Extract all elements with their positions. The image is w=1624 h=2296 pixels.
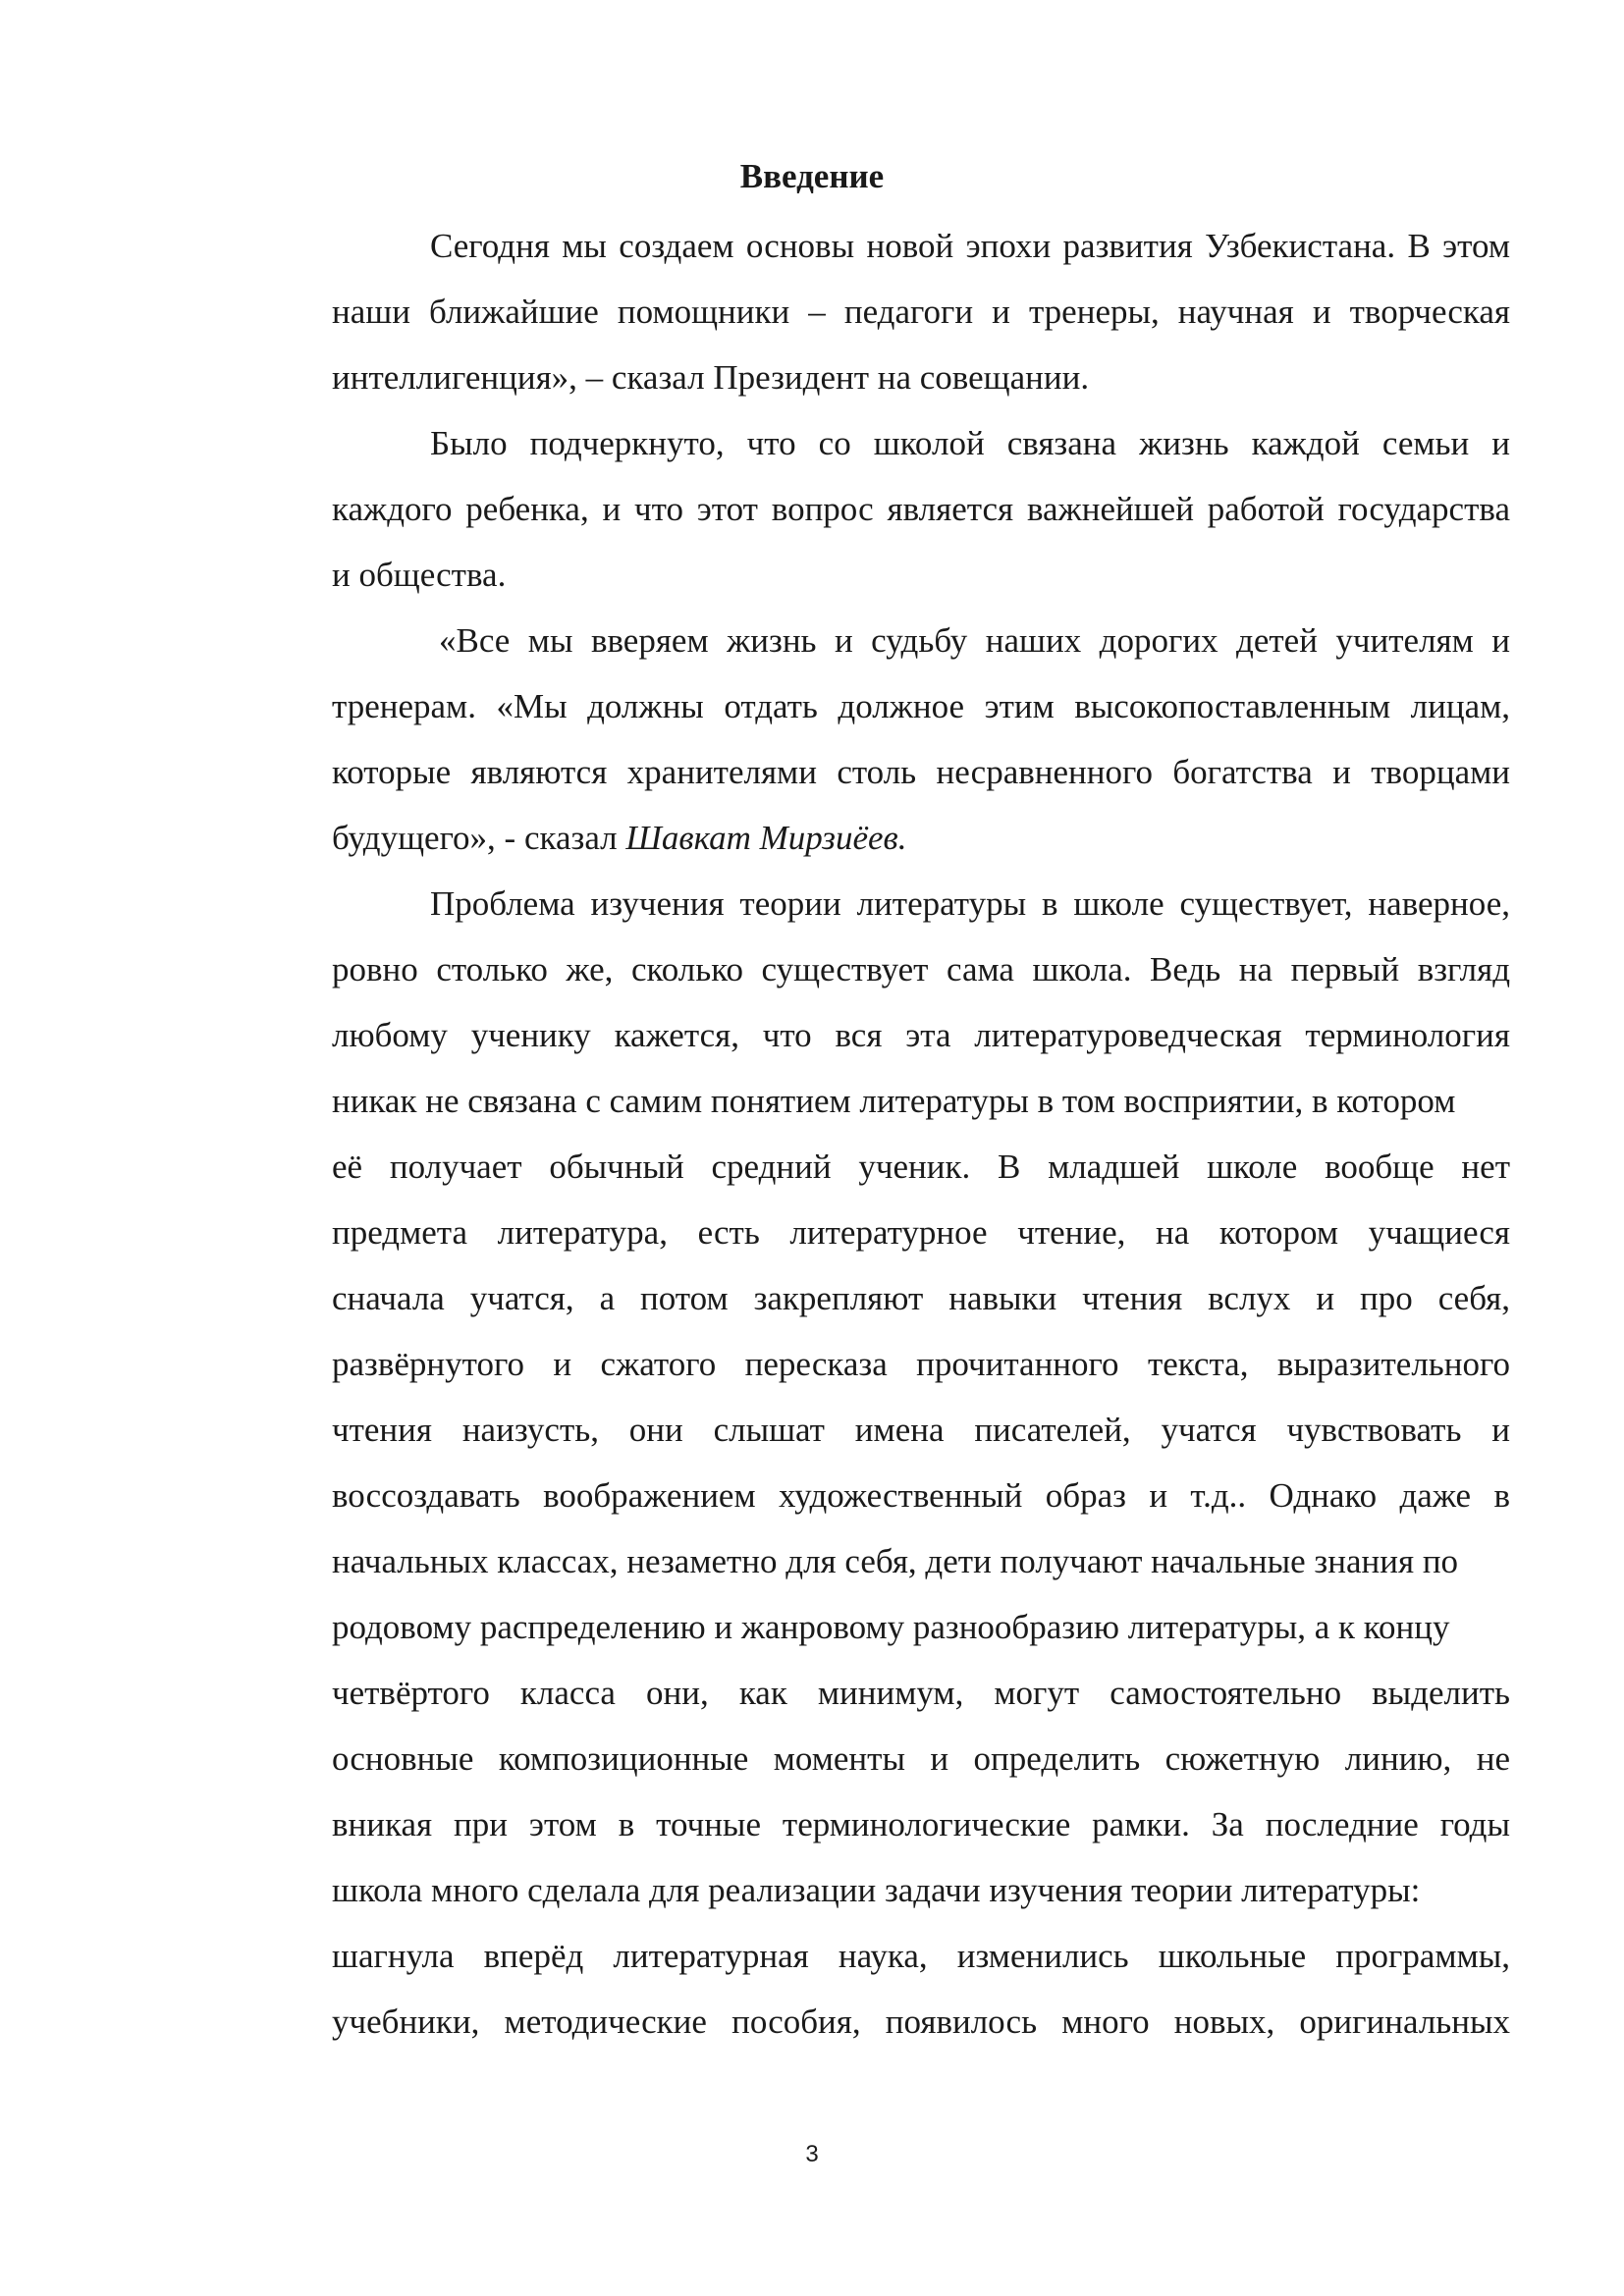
text-line: ровно столько же, сколько существует сама школа. Ведь на первый взгляд	[332, 950, 1510, 988]
text-line-with-author	[234, 805, 1510, 871]
text-line: Сегодня мы создаем основы новой эпохи развития Узбекистана. В этом	[430, 227, 1510, 265]
text-line: начальных классах, незаметно для себя, дети получают начальные знания по	[332, 1542, 1459, 1580]
text-line: которые являются хранителями столь несравненного богатства и творцами	[332, 753, 1510, 791]
text-line: вникая при этом в точные терминологические рамки. За последние годы	[332, 1805, 1510, 1843]
text-line: родовому распределению и жанровому разнообразию литературы, а к концу	[332, 1608, 1450, 1646]
text-line: каждого ребенка, и что этот вопрос является важнейшей работой государства	[332, 490, 1510, 528]
text-line: никак не связана с самим понятием литературы в том восприятии, в котором	[332, 1082, 1456, 1120]
text-line: её получает обычный средний ученик. В младшей школе вообще нет	[332, 1148, 1510, 1186]
text-line: школа много сделала для реализации задачи изучения теории литературы:	[332, 1871, 1421, 1909]
text-fragment: будущего», - сказал	[332, 819, 626, 857]
page-number: 3	[805, 2141, 819, 2167]
paragraph	[234, 871, 1510, 2055]
text-line: и общества.	[332, 556, 507, 594]
quote-author: Шавкат Мирзиёев.	[625, 819, 907, 857]
text-line: наши ближайшие помощники – педагоги и тренеры, научная и творческая	[332, 293, 1510, 331]
section-heading: Введение	[739, 157, 885, 195]
text-line: Было подчеркнуто, что со школой связана жизнь каждой семьи и	[430, 424, 1510, 462]
text-line: основные композиционные моменты и определить сюжетную линию, не	[332, 1739, 1510, 1778]
text-line: воссоздавать воображением художественный образ и т.д.. Однако даже в	[332, 1476, 1510, 1515]
paragraph	[234, 410, 1510, 608]
text-line: предмета литература, есть литературное чтение, на котором учащиеся	[332, 1213, 1510, 1252]
paragraph-quote	[234, 608, 1510, 871]
text-line: «Все мы вверяем жизнь и судьбу наших дорогих детей учителям и	[439, 621, 1510, 660]
text-line: тренерам. «Мы должны отдать должное этим высокопоставленным лицам,	[332, 687, 1510, 725]
text-line: сначала учатся, а потом закрепляют навыки чтения вслух и про себя,	[332, 1279, 1510, 1317]
text-line: чтения наизусть, они слышат имена писателей, учатся чувствовать и	[332, 1411, 1510, 1449]
document-body	[234, 213, 1510, 2055]
paragraph	[234, 213, 1510, 410]
text-line: учебники, методические пособия, появилось много новых, оригинальных	[332, 2002, 1510, 2041]
text-line: четвёртого класса они, как минимум, могут самостоятельно выделить	[332, 1674, 1510, 1712]
text-line: любому ученику кажется, что вся эта литературоведческая терминология	[332, 1016, 1510, 1054]
text-line: Проблема изучения теории литературы в школе существует, наверное,	[430, 884, 1510, 923]
text-line: интеллигенция», – сказал Президент на совещании.	[332, 358, 1090, 397]
text-line: развёрнутого и сжатого пересказа прочитанного текста, выразительного	[332, 1345, 1510, 1383]
text-line: шагнула вперёд литературная наука, изменились школьные программы,	[332, 1937, 1510, 1975]
